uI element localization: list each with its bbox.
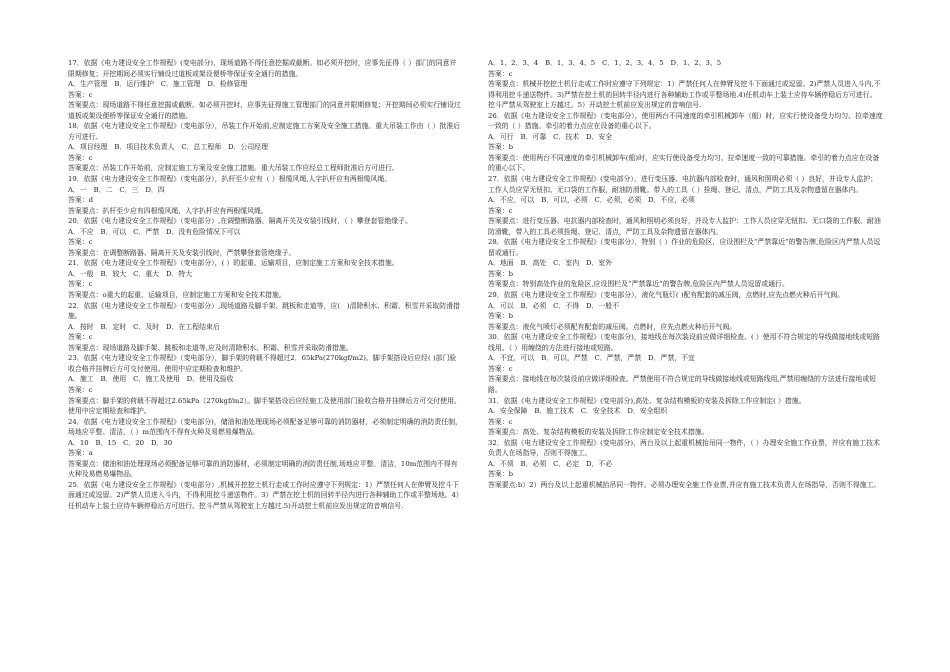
text-line: 31．依据《电力建设安全工作规程》(变电部分),高处、复杂结构模板的安装及拆除工作应制定( ）措施。 (488, 396, 806, 405)
left-column (68, 58, 463, 512)
right-column (488, 58, 883, 490)
text-line: A．不宜，可以 B．可以，严禁 C．严禁，严禁 D．严禁，不宜 (488, 354, 695, 363)
text-line: A．一 B．二 C．三 D．四 (68, 185, 165, 194)
text-line: 答案要点：高处、复杂结构模板的安装及拆除工作应制定安全技术措施。 (488, 428, 709, 437)
text-line: A．可以 B．必须 C．不得 D．一般不 (488, 301, 620, 310)
text-line: 19．依据《电力建设安全工作规程》（变电部分），扒杆至少应有（ ）根缆风绳,人字扒杆应有两根缆风绳。 (68, 175, 392, 184)
text-line: 答案要点：特别高处作业的危险区,应设围栏及“严禁靠近”的警告牌,危险区内严禁人员逗留或通行。 (488, 280, 789, 289)
text-line: 答案：b (488, 269, 514, 278)
text-line: 27．依据《电力建设安全工作规程》(变电部分），进行变压器、电抗器内部检查时，通风和照明必须（ ）良好，并设专人监护；工作人员应穿无钮扣、无口袋的工作服，耐油防滑靴。带入的工具（ ）拴绳、登记、清点，严防工具及杂物遗留在器体内。 (488, 175, 878, 194)
text-line: A．地面 B．高处 C．室内 D．室外 (488, 259, 613, 268)
text-line: 29．依据《电力建设安全工作规程》（变电部分），液化气瓶灯( )配有配套的减压阀，点燃时,应先点燃火种后开气阀。 (488, 291, 845, 300)
text-line: 18．依据《电力建设安全工作规程》（变电部分），吊装工作开始前,应制定施工方案及安全施工措施。重大吊装工作由（ ）批准后方可进行。 (68, 122, 461, 141)
text-line: 答案要点：o重大的起重、运输项目，应制定施工方案和安全技术措施。 (68, 291, 286, 300)
text-line: 24．依据《电力建设安全工作规程》（变电部分)，储油和油处理现场必须配备足够可靠的消防器材，必须制定明确的消防责任制，场地应平整、清洁，（ ）m范围内不得有火种及易燃易爆物品。 (68, 417, 462, 437)
text-line: 答案：c (488, 417, 513, 426)
text-line: 答案：d (68, 196, 94, 205)
text-line: 答案要点：使用两台不同速度的牵引机械卸车(船)时，应实行使设备受力均匀、拉牵速度一致的可靠措施。牵引的着力点应在设备的重心以下。 (488, 153, 880, 173)
text-line: 28．依据《电力建设安全工作规程》（变电部分），特别（ ）作业的危险区，应设围栏及“严禁靠近”的警告牌,危险区内严禁人员逗留或通行。 (488, 238, 881, 257)
text-line: 21．依据《电力建设安全工作规程》（变电部分），( ）的起重、运输项目，应制定施工方案和安全技术措施。 (68, 259, 399, 268)
text-line: 答案：c (488, 69, 513, 78)
text-line: A．不须 B．必须 C．必定 D．不必 (488, 459, 613, 468)
text-line: 答案要点：现场道路及脚手架、跳板和走道等,应及时清除积水、积霜、积雪并采取防滑措施。 (68, 343, 353, 352)
text-line: 答案要点：机械开挖挖土机行走或工作时应遵守下列规定：1）严禁任何人在伸臂及挖斗下面通过或逗留。2)严禁人员进入斗内,不得利用挖斗递送物件。3)严禁在挖土机的回转半径内进行各种辅助工作或平整场地.4)任机动车上装土应待车辆停稳后方可进行。挖斗严禁从驾驶室上方越过。5）开动挖土机前应发出规定的音响信号. (488, 80, 881, 110)
text-line: 答案：b (488, 143, 514, 152)
text-line: 22．依据《电力建设安全工作规程》（变电部分）,现场道路及脚手架、跳板和走道等，应( )清除积水、积霜、积雪并采取防滑措施。 (68, 301, 460, 321)
text-line: A．项目经理 B．项目技术负责人 C．总工程师 D．公司经理 (68, 143, 268, 152)
text-line: 25．依据《电力建设安全工作规程》（变电部分）,机械开挖挖土机行走或工作时应遵守下列规定：1）严禁任何人在伸臂及挖斗下面通过或逗留。2)严禁人员进入斗内，不得利用挖斗递送物件。3）严禁在挖土机的回转半径内进行各种辅助工作或平整场地。4）任机动车上装土应待车辆停稳后方可进行。挖斗严禁从驾驶室上方越过.5)开动挖土机前应发出规定的音响信号. (68, 480, 463, 510)
text-line: 答案：c (68, 280, 93, 289)
text-line: 答案要点：储油和油处理现场必须配备足够可靠的消防器材，必须制定明确的消防责任制,场地应平整、清洁，10m范围内不得有火种及易燃易爆物品。 (68, 459, 458, 479)
text-line: 答案：a (68, 449, 93, 458)
text-line: 答案要点：扒杆至少应有四根缆风绳，人字扒杆应有两根缆风绳。 (68, 206, 268, 215)
text-line: 答案：c (68, 238, 93, 247)
text-line: A．按时 B．定时 C．及时 D．在工程结束后 (68, 322, 220, 331)
text-line: 答案要点：吊装工作开始前，应制定施工方案及安全施工措施。重大吊装工作应经总工程师批准后方可进行。 (68, 164, 399, 173)
text-line: 答案：b (488, 470, 514, 479)
text-line: 答案要点：接地线在每次装设前应做详细检查。严禁使用不符合规定的导线做接地线或短路线用,严禁用缠绕的方法进行接地或短路。 (488, 375, 877, 394)
text-line: 答案：c (68, 333, 93, 342)
text-line: 答案：c (488, 206, 513, 215)
text-line: 23．依据《电力建设安全工作规程》（变电部分），脚手架的荷载不得超过2．65kPa(270kgf/m2)。脚手架搭设后应经( )部门验收合格并挂牌后方可交付使用。使用中应定期检查和维护。 (68, 354, 457, 373)
text-line: 32．依据《电力建设安全工作规程》(变电部分)，两台及以上起重机械抬吊同一物件，（ ）办理安全施工作业票，并应有施工技术负责人在场指导，否则不得施工。 (488, 438, 880, 458)
text-line: A．生产管理 B．运行维护 C．施工管理 D．检修管理 (68, 80, 248, 89)
text-line: A．可行 B．可靠 C．技术 D．安全 (488, 132, 613, 141)
text-line: 答案要点：现场道路不得任意挖掘或截断。如必须开挖时，应事先征得施工管理部门的同意并限期修复；开挖期间必须实行铺设过道板或架设便桥等保证安全通行的措施。 (68, 101, 461, 120)
text-line: 17．依据《电力建设安全工作规程》(变电部分)，现场道路不得任意挖掘或截断。如必须开挖时，应事先征得（ ）部门的同意并限期修复；开挖期间必须实行铺设过道板或架设便桥等保证安全通行的措施。 (68, 59, 457, 78)
text-line: A．不应，可以 B．可以，必须 C．必须，必须 D．不应，必须 (488, 196, 695, 205)
text-line: A．不应 B．可以 C．严禁 D．没有危险情况下可以 (68, 227, 241, 236)
text-line: A．一般 B．较大 C．重大 D．特大 (68, 269, 193, 278)
text-line: 答案：b (488, 312, 514, 321)
text-line: 答案：c (68, 385, 93, 394)
text-line: 答案要点：液化气喷灯必须配有配套的减压阀。点燃时，应先点燃火种后开气阀。 (488, 322, 737, 331)
text-line: A．10 B．15 C．20 D．30 (68, 438, 173, 447)
text-line: 答案要点：脚手架的荷载不得超过2.65kPa（270kgf/m2）。脚手架搭设后应经施工及使用部门验收合格并挂牌后方可交付使用。使用中应定期检查和维护。 (68, 396, 461, 416)
text-line: 答案：c (68, 90, 93, 99)
text-line: A．施工 B．使用 C．施工及使用 D．使用及验收 (68, 375, 234, 384)
text-line: 30．依据《电力建设安全工作规程》（变电部分)，接地线在每次装设前应做详细检查。( ）使用不符合规定的导线做接地线或短路线用。（ ）用缠绕的方法进行接地或短路。 (488, 333, 880, 352)
text-line: A．1、2、3、4 B．1、3、4、5 C．1、2、3、4、5 D．1、2、3、5 (488, 59, 722, 67)
text-line: 20．依据《电力建设安全工作规程》（变电部分）,在调整断路器、隔离开关及安装引线时，（ ）攀登套管绝缘子。 (68, 217, 412, 226)
text-line: 答案：c (488, 364, 513, 373)
text-line: A．安全保障 B．施工技术 C．安全技术 D．安全组织 (488, 407, 668, 416)
text-line: 26．依据《电力建设安全工作规程》（变电部分），使用两台不同速度的牵引机械卸车（船）时，应实行使设备受力均匀、拉牵速度一致的（ ）措施。牵引的着力点应在设备的重心以下。 (488, 111, 883, 131)
text-line: 答案：c (68, 153, 93, 162)
text-line: 答案要点：在调整断路器、隔离开关及安装引线时，严禁攀登套管绝缘子。 (68, 248, 296, 257)
text-line: 答案要点：进行变压器、电抗器内部检查时，通风和照明必须良好，并设专人监护：工作人员应穿无钮扣、无口袋的工作服、耐油防滑靴，带入的工具必须拴绳、登记、清点，严防工具及杂物遗留在器体内。 (488, 217, 881, 236)
text-line: 答案要点:b）2）两台及以上起重机械抬吊同一物件。必须办理安全施工作业票,并应有施工技术负责人在场指导，否则不得施工。 (488, 480, 881, 489)
